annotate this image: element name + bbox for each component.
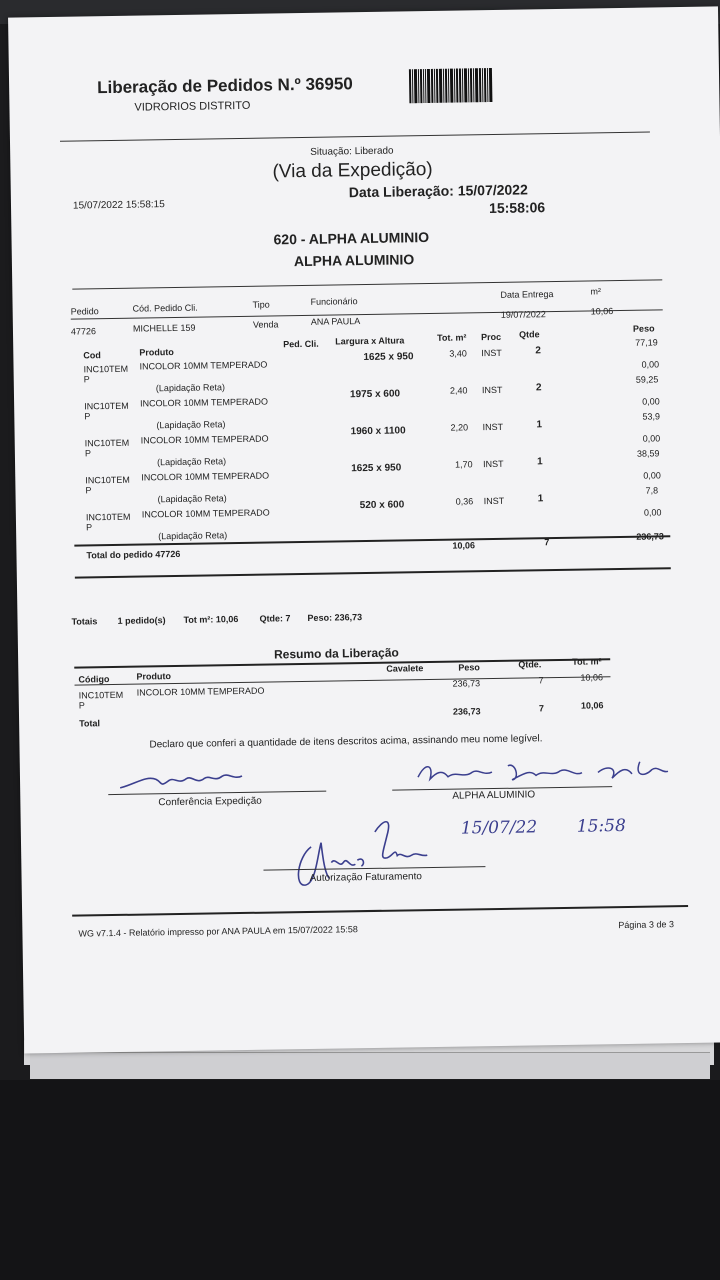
handwritten-date: 15/07/22	[460, 817, 538, 839]
divider	[75, 567, 671, 578]
declaration-text: Declaro que conferi a quantidade de itens descritos acima, assinando meu nome legível.	[149, 733, 543, 751]
company-name: VIDRORIOS DISTRITO	[134, 99, 251, 114]
item-note: (Lapidação Reta)	[155, 382, 226, 394]
client-signature-label: ALPHA ALUMINIO	[452, 789, 536, 802]
handwritten-time: 15:58	[576, 815, 626, 837]
items-col-produto: Produto	[139, 347, 174, 358]
situacao: Situação: Liberado	[310, 145, 394, 158]
item-produto: INCOLOR 10MM TEMPERADO	[140, 396, 269, 409]
resumo-row-codigo: INC10TEM	[78, 689, 124, 701]
resumo-total-qtde: 7	[538, 703, 545, 714]
item-cod-suffix: P	[85, 485, 92, 496]
divider	[60, 132, 650, 142]
order-total-qtde: 7	[544, 537, 550, 548]
item-cod-suffix: P	[84, 448, 91, 459]
item-cod-suffix: P	[85, 522, 93, 533]
item-peso: 53,9	[642, 411, 660, 422]
footer-page: Página 3 de 3	[618, 919, 674, 931]
item-cod: INC10TEM	[85, 511, 131, 523]
order-total-peso: 236,73	[636, 531, 664, 542]
item-peso-secondary: 0,00	[641, 359, 660, 370]
item-tot-m2: 2,40	[449, 385, 468, 396]
item-cod-suffix: P	[84, 411, 91, 422]
item-dims: 1975 x 600	[349, 388, 401, 401]
col-cod-pedido-cli: Cód. Pedido Cli.	[132, 302, 198, 314]
conferencia-signature	[116, 766, 256, 794]
barcode	[409, 68, 514, 104]
items-col-ped-cli: Ped. Cli.	[283, 338, 319, 350]
autorizacao-label: Autorização Faturamento	[309, 871, 422, 884]
resumo-col-peso: Peso	[458, 662, 480, 673]
items-col-peso: Peso	[632, 323, 655, 334]
via: (Via da Expedição)	[272, 158, 433, 183]
item-cod: INC10TEM	[84, 400, 129, 412]
divider	[72, 279, 662, 289]
item-cod: INC10TEM	[83, 363, 129, 375]
totals-qtde: Qtde: 7	[259, 613, 291, 624]
resumo-row-produto: INCOLOR 10MM TEMPERADO	[136, 685, 265, 698]
order-total-m2: 10,06	[452, 540, 476, 551]
item-peso: 59,25	[635, 374, 659, 385]
col-funcionario: Funcionário	[310, 296, 358, 307]
items-col-qtde: Qtde	[519, 329, 540, 340]
items-col-proc: Proc	[481, 331, 502, 343]
totals-pedidos: 1 pedido(s)	[117, 615, 166, 626]
item-dims: 1625 x 950	[363, 351, 414, 364]
document-title: Liberação de Pedidos N.º 36950	[97, 74, 353, 98]
item-cod: INC10TEM	[84, 437, 130, 449]
client-name: ALPHA ALUMINIO	[293, 251, 415, 270]
items-col-largura-altura: Largura x Altura	[335, 335, 405, 347]
item-dims: 520 x 600	[359, 499, 405, 512]
resumo-title: Resumo da Liberação	[273, 645, 399, 662]
item-produto: INCOLOR 10MM TEMPERADO	[141, 507, 270, 520]
resumo-row-codigo-suffix: P	[78, 700, 85, 711]
totals-m2: Tot m²: 10,06	[183, 614, 239, 625]
item-qtde: 2	[535, 382, 542, 394]
item-dims: 1960 x 1100	[350, 425, 406, 438]
item-qtde: 1	[537, 493, 544, 505]
totals-label: Totais	[71, 616, 98, 627]
item-note: (Lapidação Reta)	[157, 493, 227, 505]
order-total-label: Total do pedido 47726	[86, 548, 181, 561]
item-tot-m2: 3,40	[449, 348, 467, 359]
item-proc: INST	[481, 384, 503, 396]
resumo-col-qtde: Qtde.	[518, 659, 542, 670]
item-cod: INC10TEM	[85, 474, 130, 486]
resumo-total-peso: 236,73	[452, 706, 481, 717]
item-cod-suffix: P	[83, 374, 90, 385]
print-datetime: 15/07/2022 15:58:15	[72, 199, 165, 212]
item-dims: 1625 x 950	[351, 462, 402, 475]
item-peso: 38,59	[636, 448, 660, 459]
order-m2: 10,06	[590, 306, 614, 317]
order-tipo: Venda	[252, 319, 279, 330]
client-signature	[412, 751, 673, 789]
background-bottom	[0, 1080, 720, 1280]
col-pedido: Pedido	[70, 306, 99, 317]
item-tot-m2: 2,20	[450, 422, 469, 433]
item-qtde: 1	[536, 419, 543, 431]
col-tipo: Tipo	[252, 299, 270, 310]
items-col-cod: Cod	[83, 350, 101, 361]
item-tot-m2: 1,70	[455, 459, 473, 470]
totals-peso: Peso: 236,73	[307, 612, 363, 623]
resumo-row-qtde: 7	[538, 675, 544, 686]
item-produto: INCOLOR 10MM TEMPERADO	[139, 359, 268, 372]
order-funcionario: ANA PAULA	[310, 316, 361, 327]
item-note: (Lapidação Reta)	[156, 419, 226, 431]
item-peso: 77,19	[635, 337, 658, 348]
order-data-entrega: 19/07/2022	[500, 309, 546, 320]
item-peso-secondary: 0,00	[643, 507, 662, 518]
item-proc: INST	[483, 495, 505, 507]
resumo-row-peso: 236,73	[452, 678, 481, 689]
item-produto: INCOLOR 10MM TEMPERADO	[141, 470, 270, 483]
item-peso-secondary: 0,00	[642, 396, 660, 407]
item-peso: 7,8	[645, 485, 659, 496]
resumo-total-tot-m2: 10,06	[580, 700, 604, 711]
underlying-sheet	[30, 1052, 710, 1079]
item-proc: INST	[481, 347, 502, 359]
item-proc: INST	[483, 458, 504, 470]
item-note: (Lapidação Reta)	[156, 456, 227, 468]
item-qtde: 1	[537, 456, 543, 468]
item-produto: INCOLOR 10MM TEMPERADO	[140, 433, 269, 446]
item-peso-secondary: 0,00	[643, 470, 661, 481]
order-cod-pedido-cli: MICHELLE 159	[132, 322, 196, 334]
item-note: (Lapidação Reta)	[158, 530, 228, 542]
item-proc: INST	[482, 421, 504, 433]
resumo-row-tot-m2: 10,06	[580, 672, 604, 683]
item-peso-secondary: 0,00	[642, 433, 661, 444]
order-pedido: 47726	[70, 326, 97, 337]
resumo-col-cavalete: Cavalete	[386, 663, 424, 674]
item-qtde: 2	[535, 345, 541, 357]
col-data-entrega: Data Entrega	[500, 289, 554, 300]
footer-printed-by: WG v7.1.4 - Relatório impresso por ANA PAULA em 15/07/2022 15:58	[78, 924, 358, 939]
document-page	[8, 6, 720, 1053]
data-liberacao: Data Liberação: 15/07/2022	[348, 181, 528, 201]
divider	[72, 905, 688, 917]
resumo-col-tot-m2: Tot. m²	[572, 656, 602, 667]
conferencia-label: Conferência Expedição	[158, 795, 262, 809]
items-col-tot-m2: Tot. m²	[437, 332, 467, 343]
client-code-name: 620 - ALPHA ALUMINIO	[273, 228, 430, 248]
resumo-col-produto: Produto	[136, 671, 171, 682]
hora-liberacao: 15:58:06	[488, 199, 546, 217]
resumo-total-label: Total	[79, 718, 101, 729]
col-m2: m²	[590, 286, 601, 297]
item-tot-m2: 0,36	[455, 496, 474, 507]
resumo-col-codigo: Código	[78, 674, 110, 685]
